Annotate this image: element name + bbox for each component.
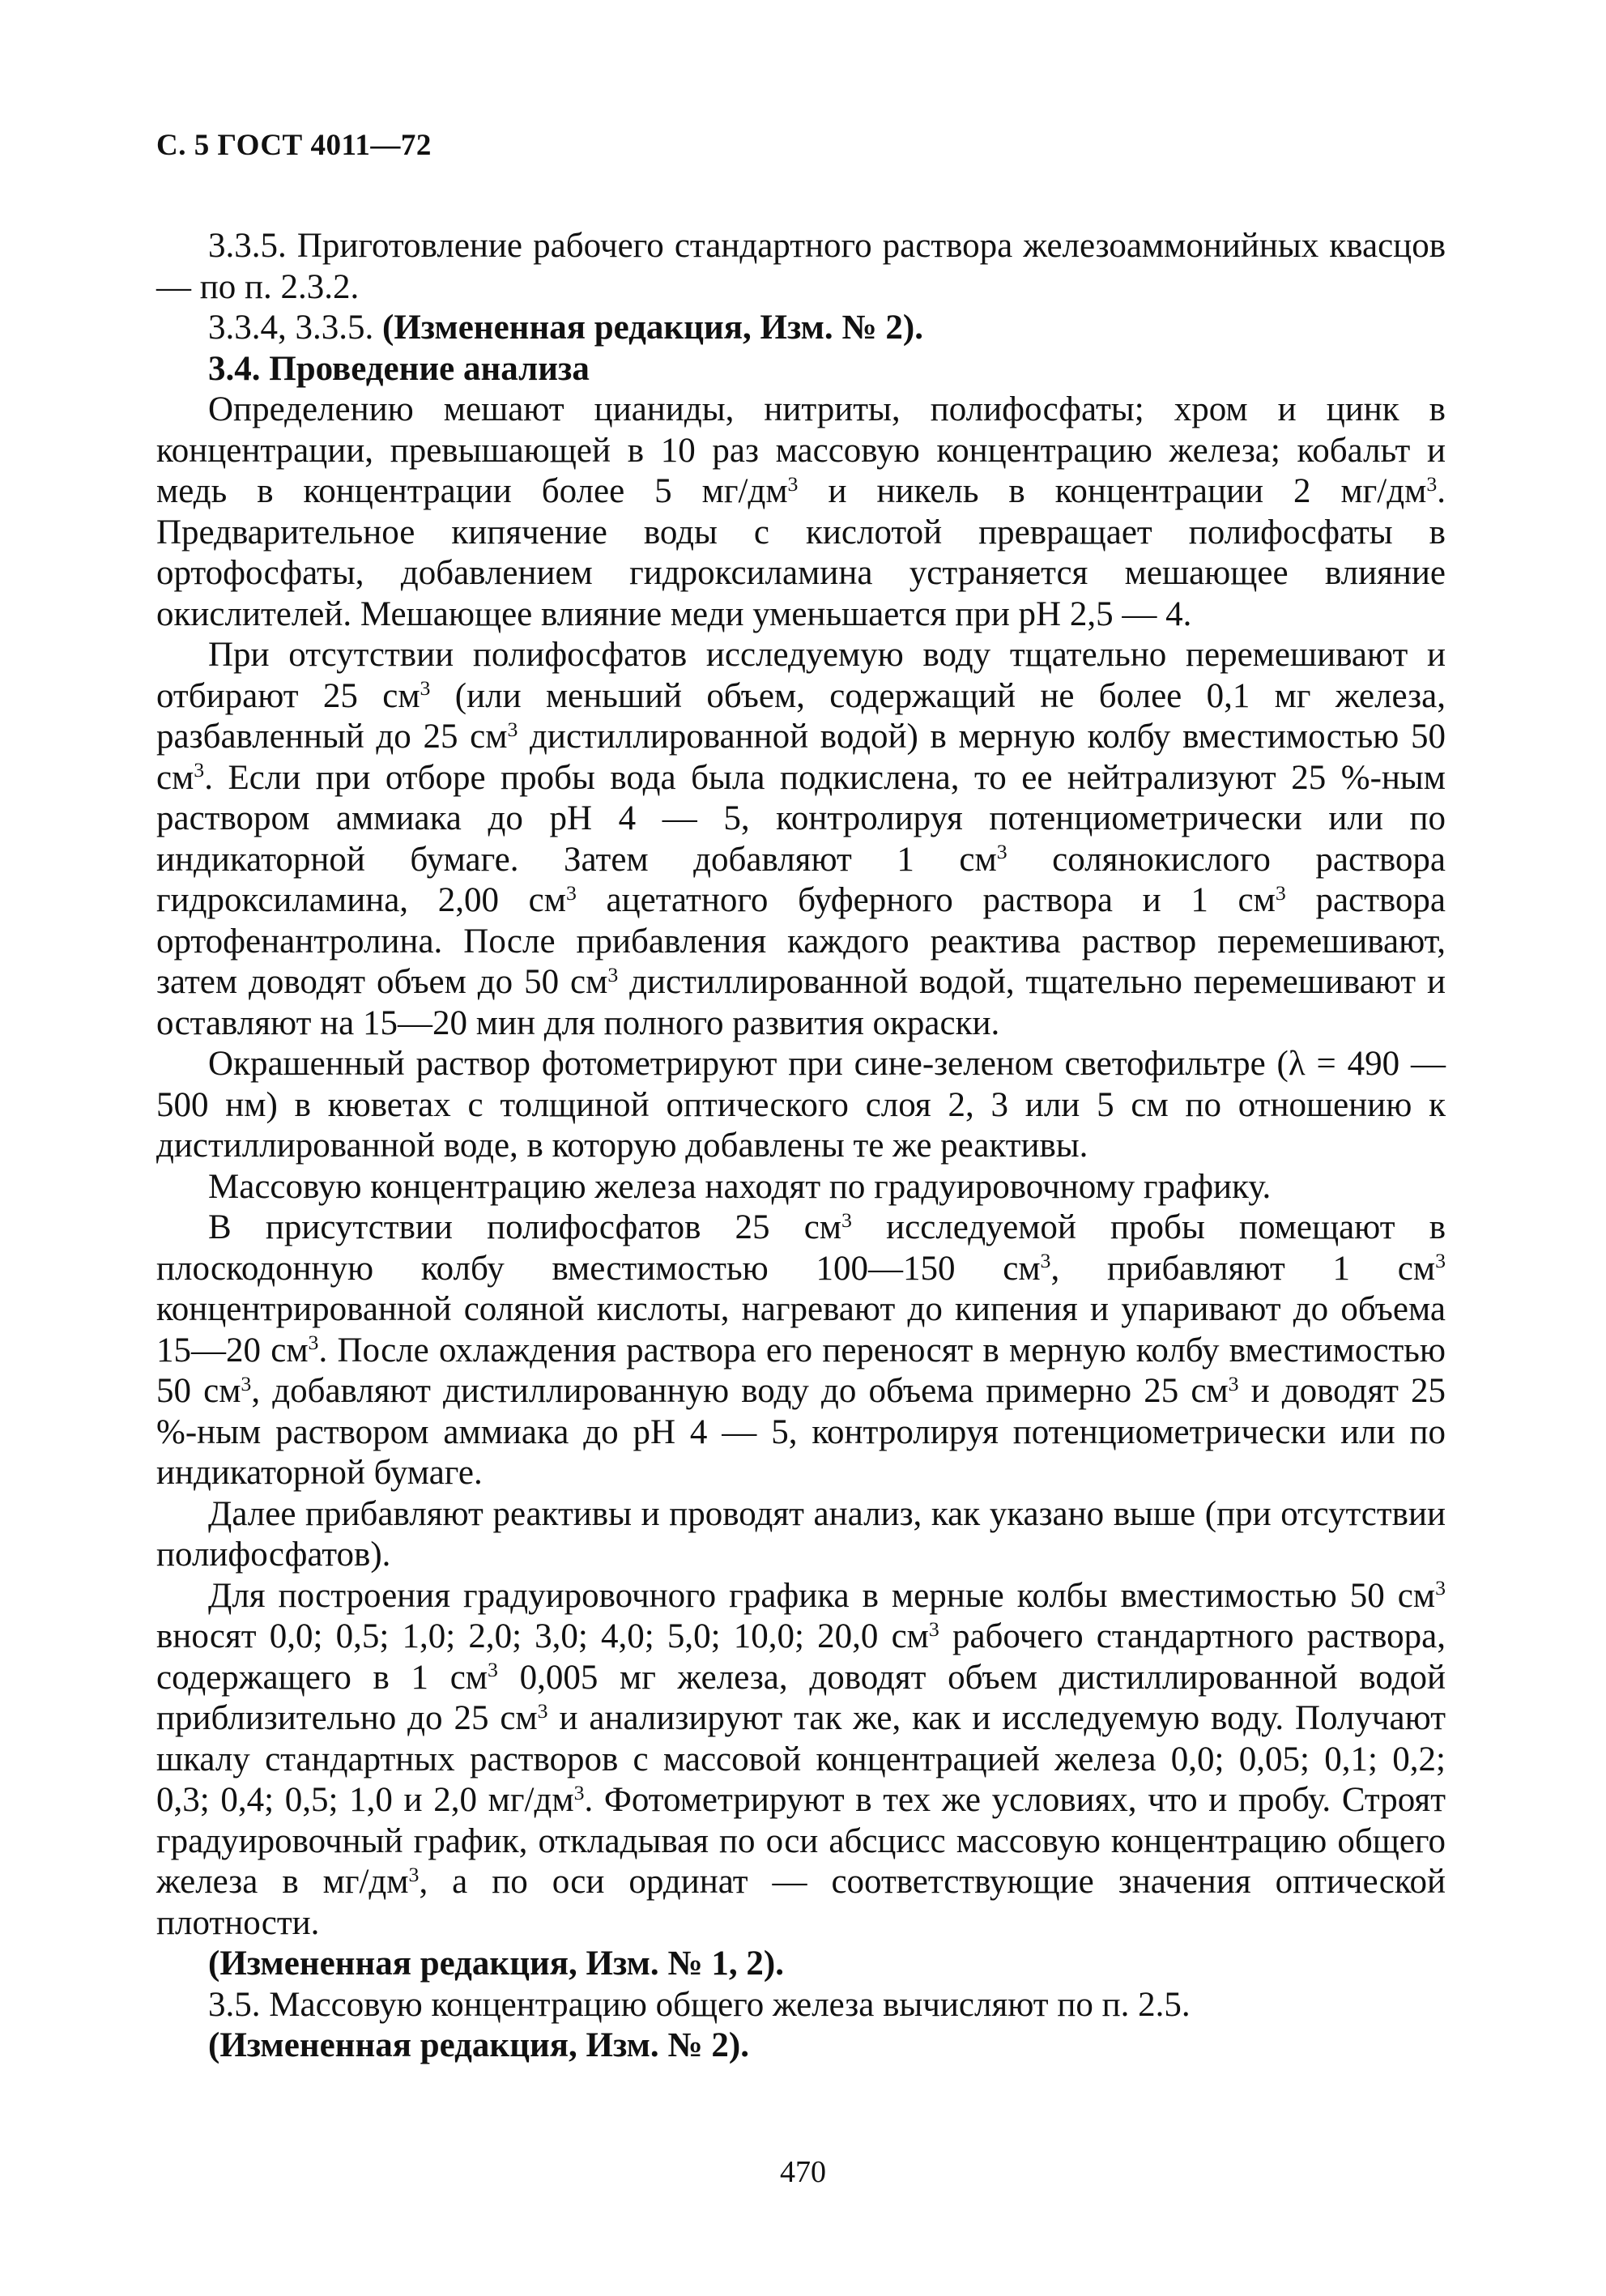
superscript: 3 [928, 1617, 939, 1641]
text-run: . После охлаждения раствора его переносят в мерную колбу вместимостью 50 см [156, 1331, 1446, 1410]
superscript: 3 [607, 962, 619, 986]
text-run: 3.5. Массовую концентрацию общего железа вычисляют по п. 2.5. [208, 1985, 1191, 2024]
text-run: и никель в концентрации 2 мг/дм [798, 472, 1427, 510]
bold-text: (Измененная редакция, Изм. № 1, 2). [208, 1945, 784, 1983]
superscript: 3 [573, 1780, 585, 1804]
superscript: 3 [308, 1331, 319, 1355]
text-run: и анализируют так же, как и исследуемую воду. Получают шкалу стандартных растворов с массовой концентрацией железа 0,0; 0,05; 0,1; 0,2; 0,3; 0,4; 0,5; 1,0 и 2,0 мг/дм [156, 1699, 1446, 1819]
superscript: 3 [787, 471, 799, 496]
text-run: , а по оси ординат — соответствующие значения оптической плотности. [156, 1863, 1446, 1942]
text-run: При отсутствии полифосфатов исследуемую воду тщательно перемешивают и отбирают 25 см [156, 636, 1446, 715]
text-run: ацетатного буферного раствора и 1 см [576, 881, 1276, 919]
superscript: 3 [1228, 1371, 1239, 1395]
text-run: дистиллированной водой, тщательно перемешивают и оставляют на 15—20 мин для полного развития окраски. [156, 963, 1446, 1042]
bold-text: (Измененная редакция, Изм. № 2). [382, 309, 923, 347]
text-run: исследуемой пробы помещают в плоскодонную колбу вместимостью 100—150 см [156, 1208, 1446, 1288]
superscript: 3 [194, 758, 205, 782]
superscript: 3 [1435, 1249, 1446, 1273]
text-run: Для построения градуировочного графика в мерные колбы вместимостью 50 см [208, 1576, 1436, 1615]
text-run: 3.3.4, 3.3.5. [208, 309, 382, 347]
text-run: Окрашенный раствор фотометрируют при сине-зеленом светофильтре (λ = 490 — 500 нм) в кюветах с толщиной оптического слоя 2, 3 или 5 см по отношению к дистиллированной воде, в которую добавлены те же реактивы. [156, 1045, 1446, 1165]
paragraph-p-interf [156, 390, 1446, 635]
text-run: дистиллированной водой) в мерную колбу вместимостью 50 см [156, 718, 1446, 797]
text-run: 3.3.5. Приготовление рабочего стандартного раствора железоаммонийных квасцов — по п. 2.3.2. [156, 227, 1446, 306]
text-run: раствора ортофенантролина. После прибавления каждого реактива раствор перемешивают, затем доводят объем до 50 см [156, 881, 1446, 1001]
text-run: Далее прибавляют реактивы и проводят анализ, как указано выше (при отсутствии полифосфатов). [156, 1494, 1446, 1574]
paragraph-p-photometry [156, 1044, 1446, 1167]
text-run: . Фотометрируют в тех же условиях, что и пробу. Строят градуировочный график, откладывая по оси абсцисс массовую концентрацию общего железа в мг/дм [156, 1781, 1446, 1901]
superscript: 3 [507, 717, 518, 741]
superscript: 3 [1040, 1249, 1051, 1273]
text-run: (или меньший объем, содержащий не более 0,1 мг железа, разбавленный до 25 см [156, 676, 1446, 756]
paragraph-p34 [156, 349, 1446, 390]
text-run: 0,005 мг железа, доводят объем дистиллированной водой приблизительно до 25 см [156, 1658, 1446, 1737]
superscript: 3 [841, 1208, 852, 1232]
superscript: 3 [241, 1371, 252, 1395]
paragraph-p-amend2 [156, 1944, 1446, 1985]
bold-text: 3.4. Проведение анализа [208, 349, 590, 388]
page-number: 470 [780, 2155, 826, 2189]
text-run: Массовую концентрацию железа находят по градуировочному графику. [208, 1167, 1272, 1206]
text-run: солянокислого раствора гидроксиламина, 2,00 см [156, 840, 1446, 919]
paragraph-p-calib [156, 1576, 1446, 1945]
superscript: 3 [488, 1658, 498, 1682]
bold-text: (Измененная редакция, Изм. № 2). [208, 2026, 749, 2064]
body-text [156, 226, 1446, 2067]
text-run: рабочего стандартного раствора, содержащего в 1 см [156, 1617, 1446, 1697]
paragraph-p-amend3 [156, 2026, 1446, 2067]
paragraph-p-further [156, 1494, 1446, 1576]
text-run: , добавляют дистиллированную воду до объема примерно 25 см [251, 1372, 1229, 1410]
text-run: . Предварительное кипячение воды с кислотой превращает полифосфаты в ортофосфаты, добавлением гидроксиламина устраняется мешающее влияние окислителей. Мешающее влияние меди уменьшается при рН 2,5 — 4. [156, 472, 1446, 633]
text-run: В присутствии полифосфатов 25 см [208, 1208, 842, 1246]
paragraph-p335 [156, 226, 1446, 308]
superscript: 3 [420, 676, 431, 701]
superscript: 3 [565, 880, 577, 905]
running-head: С. 5 ГОСТ 4011—72 [156, 129, 432, 162]
paragraph-p-amend1 [156, 308, 1446, 349]
text-run: концентрированной соляной кислоты, нагревают до кипения и упаривают до объема 15—20 см [156, 1290, 1446, 1370]
paragraph-p-absent [156, 635, 1446, 1044]
superscript: 3 [537, 1698, 548, 1723]
paragraph-p-graph [156, 1167, 1446, 1208]
text-run: вносят 0,0; 0,5; 1,0; 2,0; 3,0; 4,0; 5,0; 10,0; 20,0 см [156, 1617, 929, 1655]
superscript: 3 [1426, 471, 1438, 496]
paragraph-p-present [156, 1208, 1446, 1494]
text-run: Определению мешают цианиды, нитриты, полифосфаты; хром и цинк в концентрации, превышающей в 10 раз массовую концентрацию железа; кобальт и медь в концентрации более 5 мг/дм [156, 390, 1446, 510]
text-run: . Если при отборе пробы вода была подкислена, то ее нейтрализуют 25 %-ным раствором аммиака до рН 4 — 5, контролируя потенциометрически или по индикаторной бумаге. Затем добавляют 1 см [156, 758, 1446, 879]
superscript: 3 [1435, 1576, 1446, 1600]
text-run: и доводят 25 %-ным раствором аммиака до рН 4 — 5, контролируя потенциометрически или по индикаторной бумаге. [156, 1372, 1446, 1492]
paragraph-p35 [156, 1985, 1446, 2026]
superscript: 3 [408, 1862, 420, 1886]
text-run: , прибавляют 1 см [1050, 1249, 1436, 1288]
superscript: 3 [1275, 880, 1286, 905]
superscript: 3 [996, 840, 1007, 864]
